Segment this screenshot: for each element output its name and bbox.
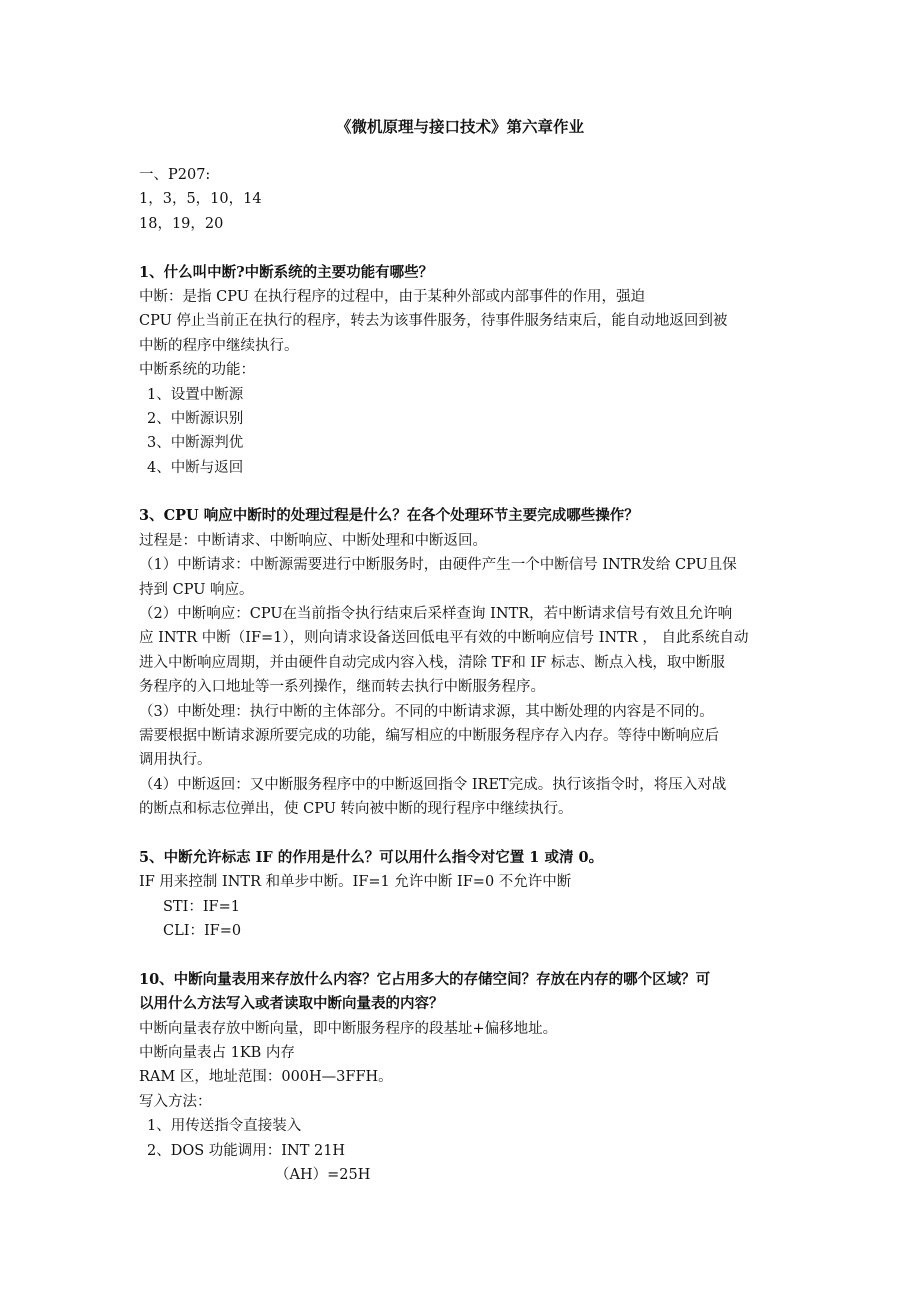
q1-function-item: 3、中断源判优 (147, 435, 244, 452)
spacer (139, 822, 789, 846)
document-body (139, 163, 789, 1187)
q3-summary: 过程是：中断请求、中断响应、中断处理和中断返回。 (139, 532, 487, 549)
q3-answer-line: 调用执行。 (139, 752, 212, 769)
q10-method-2-detail: （AH）=25H (275, 1167, 371, 1184)
q3-answer-line: （4）中断返回：又中断服务程序中的中断返回指令 IRET完成。执行该指令时，将压入对战 (139, 776, 727, 793)
q3-answer-line: 的断点和标志位弹出，使 CPU 转向被中断的现行程序中继续执行。 (139, 801, 573, 818)
q10-answer-line-2: 中断向量表占 1KB 内存 (139, 1045, 295, 1062)
q3-answer-line: （3）中断处理：执行中断的主体部分。不同的中断请求源，其中断处理的内容是不同的。 (139, 703, 714, 720)
assignment-row-2: 18，19，20 (139, 215, 224, 232)
q3-answer-line: 务程序的入口地址等一系列操作，继而转去执行中断服务程序。 (139, 679, 545, 696)
question-3: 3、CPU 响应中断时的处理过程是什么？在各个处理环节主要完成哪些操作？ (139, 507, 639, 525)
q10-method-1: 1、用传送指令直接装入 (147, 1118, 302, 1135)
q3-answer-line: 需要根据中断请求源所要完成的功能，编写相应的中断服务程序存入内存。等待中断响应后 (139, 727, 719, 744)
spacer (139, 480, 789, 504)
q1-definition-line-3: 中断的程序中继续执行。 (139, 337, 299, 354)
q5-sti-instruction: STI：IF=1 (163, 898, 240, 915)
question-10-line-1: 10、中断向量表用来存放什么内容？它占用多大的存储空间？存放在内存的哪个区域？可 (139, 970, 711, 988)
q1-functions-heading: 中断系统的功能： (139, 362, 255, 379)
question-10-line-2: 以用什么方法写入或者读取中断向量表的内容？ (139, 995, 444, 1013)
q3-answer-line: 进入中断响应周期，并由硬件自动完成内容入栈，清除 TF和 IF 标志、断点入栈，取中断服 (139, 654, 725, 671)
q10-write-heading: 写入方法： (139, 1093, 212, 1110)
q3-answer-line: 持到 CPU 响应。 (139, 581, 254, 598)
q1-definition-line-2: CPU 停止当前正在执行的程序，转去为该事件服务，待事件服务结束后，能自动地返回到被 (139, 313, 728, 330)
question-1: 1、什么叫中断?中断系统的主要功能有哪些？ (139, 263, 434, 281)
q5-cli-instruction: CLI：IF=0 (163, 923, 242, 940)
q10-method-2: 2、DOS 功能调用：INT 21H (147, 1142, 346, 1159)
spacer (139, 944, 789, 968)
q10-answer-line-3: RAM 区，地址范围：000H—3FFH。 (139, 1069, 393, 1086)
spacer (139, 236, 789, 260)
q1-definition-line-1: 中断：是指 CPU 在执行程序的过程中，由于某种外部或内部事件的作用，强迫 (139, 288, 646, 305)
assignment-row-1: 1，3，5，10，14 (139, 191, 262, 208)
q3-answer-line: 应 INTR 中断（IF=1），则向请求设备送回低电平有效的中断响应信号 INTR ， 自此系统自动 (139, 630, 749, 647)
document-title: 《微机原理与接口技术》第六章作业 (335, 117, 584, 136)
q1-function-item: 4、中断与返回 (147, 459, 244, 476)
q5-answer: IF 用来控制 INTR 和单步中断。IF=1 允许中断 IF=0 不允许中断 (139, 874, 572, 891)
question-5: 5、中断允许标志 IF 的作用是什么？可以用什么指令对它置 1 或清 0。 (139, 848, 604, 866)
q3-answer-line: （1）中断请求：中断源需要进行中断服务时，由硬件产生一个中断信号 INTR发给 CPU且保 (139, 557, 737, 574)
q1-function-item: 1、设置中断源 (147, 386, 244, 403)
assignment-heading: 一、P207: (139, 167, 211, 183)
q1-function-item: 2、中断源识别 (147, 410, 244, 427)
q3-answer-line: （2）中断响应：CPU在当前指令执行结束后采样查询 INTR，若中断请求信号有效且允许响 (139, 606, 733, 623)
q10-answer-line-1: 中断向量表存放中断向量，即中断服务程序的段基址+偏移地址。 (139, 1020, 558, 1037)
